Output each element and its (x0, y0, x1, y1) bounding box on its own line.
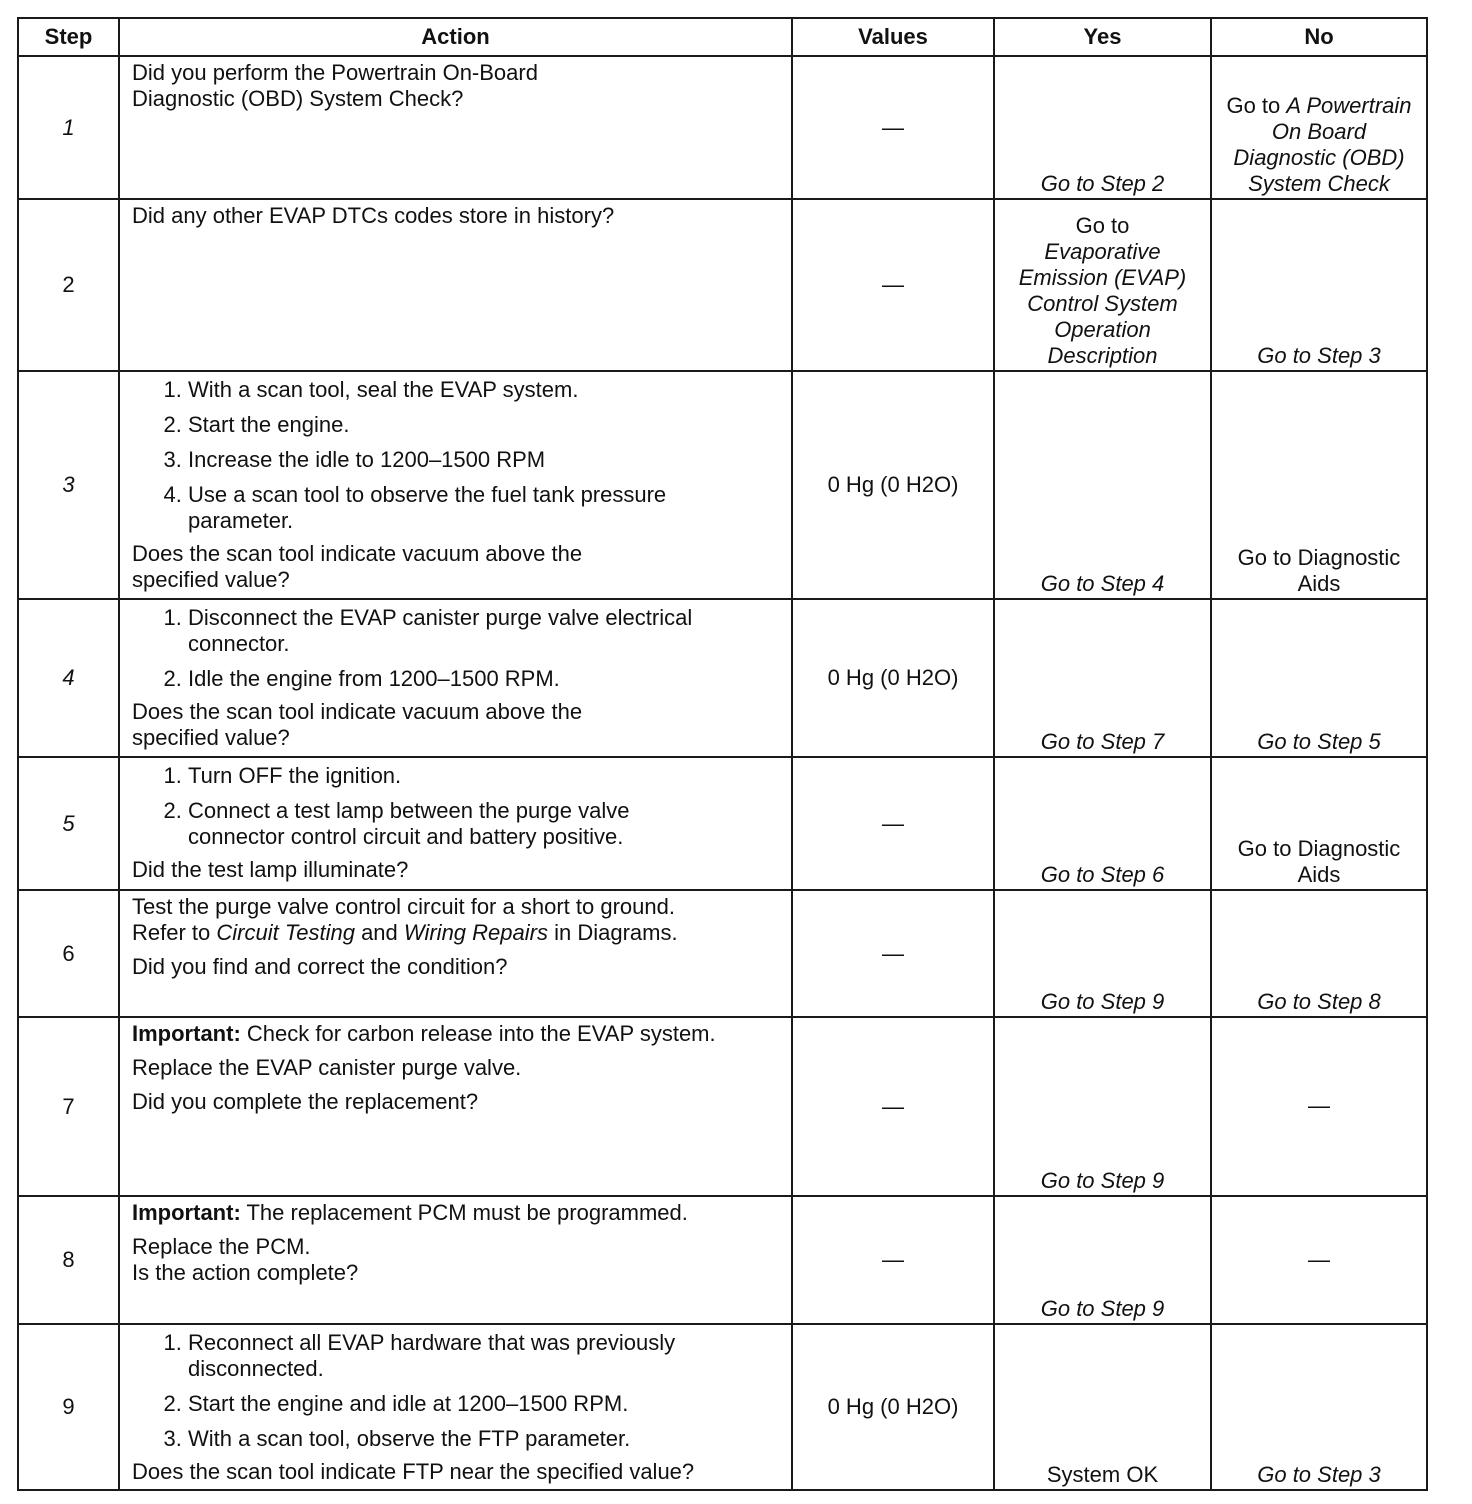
action-steps-list (132, 1330, 779, 1452)
values-cell: 0 Hg (0 H2O) (792, 371, 994, 599)
step-number: 2 (18, 199, 119, 371)
no-cell[interactable] (1211, 56, 1427, 199)
yes-prefix: Go to (1075, 213, 1130, 238)
action-question: Did you find and correct the condition? (132, 954, 508, 979)
table-row-step-6 (18, 890, 1427, 1017)
important-note (132, 1021, 779, 1047)
yes-cell[interactable]: Go to Step 9 (994, 890, 1211, 1017)
action-step-item: 2. Idle the engine from 1200–1500 RPM. (188, 666, 779, 692)
action-cell (119, 371, 792, 599)
action-step-item: 3. Increase the idle to 1200–1500 RPM (188, 447, 779, 473)
yes-cell[interactable]: Go to Step 9 (994, 1196, 1211, 1324)
action-cell (119, 757, 792, 890)
action-line: Replace the PCM. (132, 1234, 311, 1259)
action-step-item: 1. With a scan tool, seal the EVAP system. (188, 377, 779, 403)
action-step-item: 1. Turn OFF the ignition. (188, 763, 779, 789)
no-prefix: Go to (1226, 93, 1287, 118)
values-cell: — (792, 757, 994, 890)
action-cell (119, 199, 792, 371)
action-step-item: 2. Start the engine and idle at 1200–1500 RPM. (188, 1391, 779, 1417)
header-row (18, 18, 1427, 56)
refer-prefix: Refer to (132, 920, 217, 945)
no-cell: — (1211, 1196, 1427, 1324)
action-reference (132, 920, 779, 946)
important-label: Important: (132, 1200, 241, 1225)
table-row-step-9 (18, 1324, 1427, 1490)
action-step-item: 2. Connect a test lamp between the purge valve connector control circuit and battery positive. (188, 798, 779, 850)
values-cell: 0 Hg (0 H2O) (792, 1324, 994, 1490)
yes-link[interactable]: Evaporative Emission (EVAP) Control System Operation Description (1018, 239, 1187, 368)
yes-cell: System OK (994, 1324, 1211, 1490)
header-step: Step (18, 18, 119, 56)
yes-cell[interactable]: Go to Step 7 (994, 599, 1211, 757)
step-number: 7 (18, 1017, 119, 1196)
yes-cell[interactable]: Go to Step 2 (994, 56, 1211, 199)
values-cell: 0 Hg (0 H2O) (792, 599, 994, 757)
table-row-step-5 (18, 757, 1427, 890)
action-steps-list (132, 605, 779, 692)
header-no: No (1211, 18, 1427, 56)
no-cell[interactable]: Go to Step 3 (1211, 1324, 1427, 1490)
header-action: Action (119, 18, 792, 56)
refer-and: and (354, 920, 404, 945)
values-cell: — (792, 1017, 994, 1196)
action-steps-list (132, 377, 779, 534)
table-row-step-7 (18, 1017, 1427, 1196)
step-number: 4 (18, 599, 119, 757)
step-number: 1 (18, 56, 119, 199)
values-cell: — (792, 890, 994, 1017)
values-cell: — (792, 56, 994, 199)
action-question: Did you perform the Powertrain On-Board Diagnostic (OBD) System Check? (132, 60, 538, 111)
important-note (132, 1200, 779, 1226)
no-cell[interactable]: Go to Step 3 (1211, 199, 1427, 371)
yes-cell[interactable]: Go to Step 4 (994, 371, 1211, 599)
action-cell (119, 1324, 792, 1490)
action-question: Did you complete the replacement? (132, 1089, 479, 1114)
yes-cell[interactable] (994, 199, 1211, 371)
action-cell (119, 599, 792, 757)
action-line: Replace the EVAP canister purge valve. (132, 1055, 522, 1080)
circuit-testing-link[interactable]: Circuit Testing (216, 920, 355, 945)
no-cell[interactable]: Go to Step 8 (1211, 890, 1427, 1017)
table-row-step-1 (18, 56, 1427, 199)
values-cell: — (792, 199, 994, 371)
no-link[interactable]: A Powertrain On Board Diagnostic (OBD) System Check (1233, 93, 1412, 196)
values-cell: — (792, 1196, 994, 1324)
action-question: Did the test lamp illuminate? (132, 857, 409, 882)
action-question: Does the scan tool indicate vacuum above the specified value? (132, 541, 583, 592)
action-cell (119, 1196, 792, 1324)
action-line: Test the purge valve control circuit for a short to ground. (132, 894, 675, 919)
important-text: The replacement PCM must be programmed. (240, 1200, 688, 1225)
no-cell[interactable]: Go to Step 5 (1211, 599, 1427, 757)
important-label: Important: (132, 1021, 241, 1046)
no-cell: — (1211, 1017, 1427, 1196)
action-cell (119, 1017, 792, 1196)
action-question: Does the scan tool indicate vacuum above the specified value? (132, 699, 583, 750)
action-cell (119, 890, 792, 1017)
header-yes: Yes (994, 18, 1211, 56)
action-cell (119, 56, 792, 199)
refer-suffix: in Diagrams. (547, 920, 678, 945)
yes-cell[interactable]: Go to Step 6 (994, 757, 1211, 890)
action-question: Did any other EVAP DTCs codes store in history? (132, 203, 615, 228)
table-row-step-4 (18, 599, 1427, 757)
important-text: Check for carbon release into the EVAP system. (240, 1021, 716, 1046)
table-row-step-2 (18, 199, 1427, 371)
action-question: Does the scan tool indicate FTP near the specified value? (132, 1459, 695, 1484)
diagnostic-table (17, 17, 1428, 1491)
action-step-item: 1. Disconnect the EVAP canister purge valve electrical connector. (188, 605, 779, 657)
no-cell[interactable]: Go to Diagnostic Aids (1211, 757, 1427, 890)
action-step-item: 2. Start the engine. (188, 412, 779, 438)
action-step-item: 3. With a scan tool, observe the FTP parameter. (188, 1426, 779, 1452)
table-row-step-8 (18, 1196, 1427, 1324)
step-number: 8 (18, 1196, 119, 1324)
action-steps-list (132, 763, 779, 850)
wiring-repairs-link[interactable]: Wiring Repairs (403, 920, 548, 945)
header-values: Values (792, 18, 994, 56)
table-row-step-3 (18, 371, 1427, 599)
step-number: 9 (18, 1324, 119, 1490)
step-number: 5 (18, 757, 119, 890)
step-number: 3 (18, 371, 119, 599)
action-step-item: 1. Reconnect all EVAP hardware that was previously disconnected. (188, 1330, 779, 1382)
yes-cell[interactable]: Go to Step 9 (994, 1017, 1211, 1196)
step-number: 6 (18, 890, 119, 1017)
action-step-item: 4. Use a scan tool to observe the fuel tank pressure parameter. (188, 482, 779, 534)
action-question: Is the action complete? (132, 1260, 359, 1285)
no-cell[interactable]: Go to Diagnostic Aids (1211, 371, 1427, 599)
